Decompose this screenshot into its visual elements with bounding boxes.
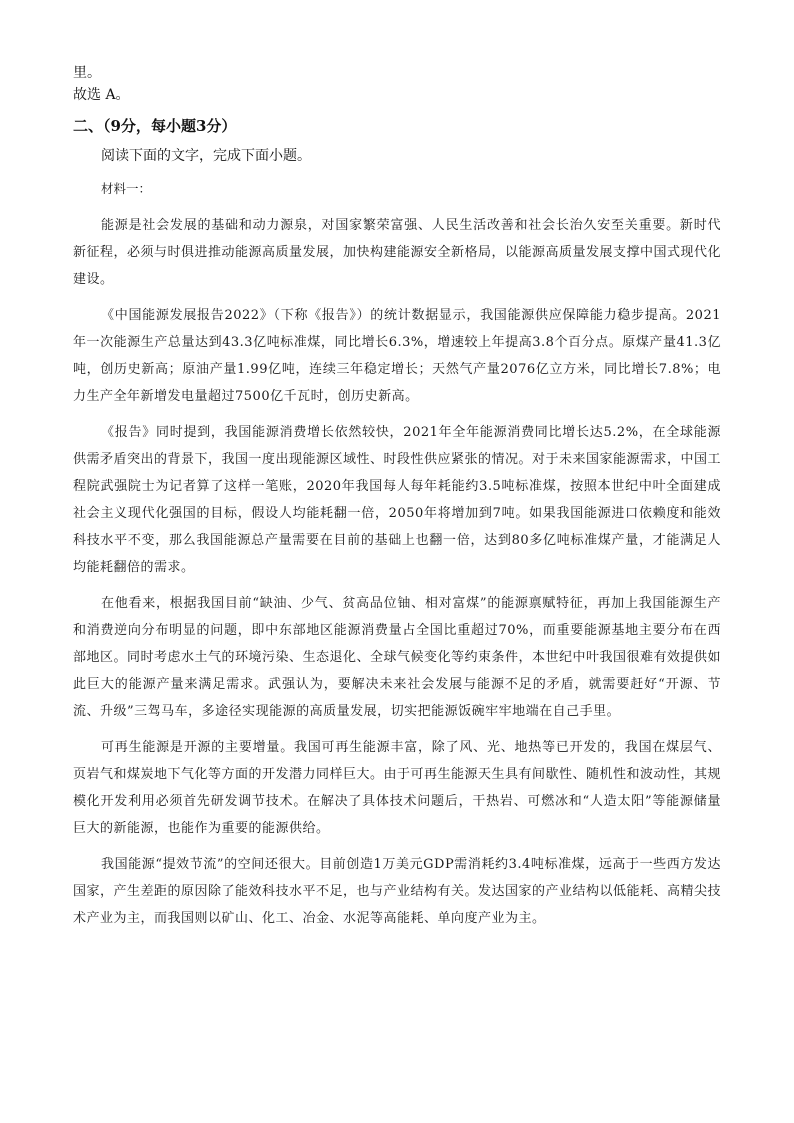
material-label: 材料一： — [101, 181, 152, 196]
answer-choice: 故选 A。 — [73, 87, 130, 103]
section-title: 二、（9分，每小题3分） — [73, 117, 237, 135]
reading-instruction: 阅读下面的文字，完成下面小题。 — [101, 148, 311, 164]
paragraph: 可再生能源是开源的主要增量。我国可再生能源丰富，除了风、光、地热等已开发的，我国在煤层气、页岩气和煤炭地下气化等方面的开发潜力同样巨大。由于可再生能源天生具有间歇性、随机性和波动性，其规模化开发利用必须首先研发调节技术。在解决了具体技术问题后，干热岩、可燃冰和“人造太阳”等能源储量巨大的新能源，也能作为重要的能源供给。 — [73, 740, 722, 836]
previous-answer-end: 里。 — [73, 65, 101, 81]
paragraph: 《报告》同时提到，我国能源消费增长依然较快，2021年全年能源消费同比增长达5.2%，在全球能源供需矛盾突出的背景下，我国一度出现能源区域性、时段性供应紧张的情况。对于未来国家能源需求，中国工程院武强院士为记者算了这样一笔账，2020年我国每人每年耗能约3.5吨标准煤，按照本世纪中叶全面建成社会主义现代化强国的目标，假设人均能耗翻一倍，2050年将增加到7吨。如果我国能源进口依赖度和能效科技水平不变，那么我国能源总产量需要在目前的基础上也翻一倍，达到80多亿吨标准煤产量，才能满足人均能耗翻倍的需求。 — [73, 425, 722, 575]
document-page — [73, 62, 721, 941]
paragraph: 在他看来，根据我国目前“缺油、少气、贫高品位铀、相对富煤”的能源禀赋特征，再加上我国能源生产和消费逆向分布明显的问题，即中东部地区能源消费量占全国比重超过70%，而重要能源基地主要分布在西部地区。同时考虑水土气的环境污染、生态退化、全球气候变化等约束条件，本世纪中叶我国很难有效提供如此巨大的能源产量来满足需求。武强认为，要解决未来社会发展与能源不足的矛盾，就需要赶好“开源、节流、升级”三驾马车，多途径实现能源的高质量发展，切实把能源饭碗牢牢地端在自己手里。 — [73, 596, 722, 719]
paragraph: 我国能源“提效节流”的空间还很大。目前创造1万美元GDP需消耗约3.4吨标准煤，远高于一些西方发达国家，产生差距的原因除了能效科技水平不足，也与产业结构有关。发达国家的产业结构以低能耗、高精尖技术产业为主，而我国则以矿山、化工、冶金、水泥等高能耗、单向度产业为主。 — [73, 857, 722, 926]
paragraph: 能源是社会发展的基础和动力源泉，对国家繁荣富强、人民生活改善和社会长治久安至关重要。新时代新征程，必须与时俱进推动能源高质量发展，加快构建能源安全新格局，以能源高质量发展支撑中国式现代化建设。 — [73, 218, 722, 287]
paragraph: 《中国能源发展报告2022》（下称《报告》）的统计数据显示，我国能源供应保障能力稳步提高。2021年一次能源生产总量达到43.3亿吨标准煤，同比增长6.3%，增速较上年提高3.8个百分点。原煤产量41.3亿吨，创历史新高；原油产量1.99亿吨，连续三年稳定增长；天然气产量2076亿立方米，同比增长7.8%；电力生产全年新增发电量超过7500亿千瓦时，创历史新高。 — [73, 308, 721, 404]
